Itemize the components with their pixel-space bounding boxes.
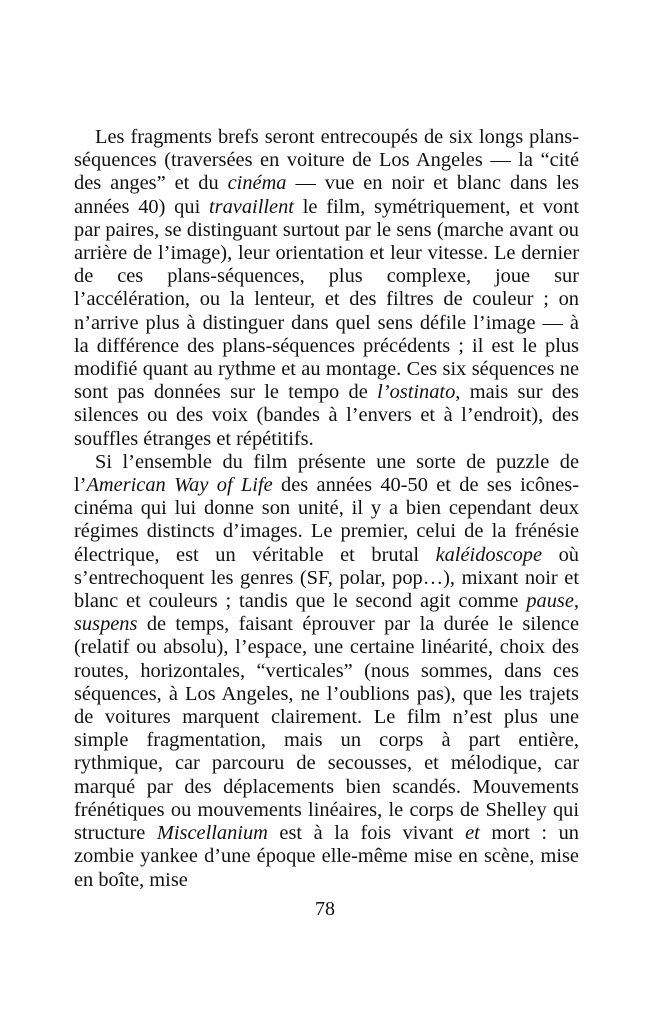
italic-text-run: kaléidoscope [435, 543, 543, 566]
italic-text-run: et [465, 822, 480, 845]
text-run: , [573, 590, 579, 613]
text-run: est à la fois vivant [267, 822, 466, 845]
text-run: Si l’ensemble du film présente une sorte de puzzle de l’ [74, 450, 579, 497]
italic-text-run: Miscellanium [156, 822, 268, 845]
italic-text-run: l’ostinato [377, 381, 456, 404]
italic-text-run: pause [526, 590, 574, 613]
text-run: des années 40-50 et de ses icônes-cinéma qui lui donne son unité, il y a bien cependant deux régimes distincts d’images. Le premier, celui de la frénésie électrique, est un véritable et brutal [74, 474, 579, 566]
text-run: de temps, faisant éprouver par la durée le silence (relatif ou absolu), l’espace, une certaine linéarité, choix des routes, horizontales, “verticales” (nous sommes, dans ces séquences, à Los Angeles, ne l’oublions pas), que les trajets de voitures marquent clairement. Le film n’est plus une simple fragmentation, mais un corps à part entière, rythmique, car parcouru de secousses, et mélodique, car marqué par des déplacements bien scandés. Mouvements frénétiques ou mouvements linéaires, le corps de Shelley qui structure [74, 613, 579, 845]
italic-text-run: American Way of Life [86, 474, 273, 497]
paragraph-1 [74, 126, 579, 451]
text-run: Les fragments brefs seront entrecoupés de six longs plans-séquences (traversées en voiture de Los Angeles — la “cité des anges” et du [74, 126, 579, 195]
text-run: le film, symétriquement, et vont par paires, se distinguant surtout par le sens (marche avant ou arrière de l’image), leur orientation et leur vitesse. Le dernier de ces plans-séquences, plus complexe, joue sur l’accélération, ou la lenteur, et des filtres de couleur ; on n’arrive plus à distinguer dans quel sens défile l’image — à la différence des plans-séquences précédents ; il est le plus modifié quant au rythme et au montage. Ces six séquences ne sont pas données sur le tempo de [74, 195, 579, 404]
text-run: mort : un zombie yankee d’une époque elle-même mise en scène, mise en boîte, mise [74, 822, 579, 891]
text-run: — vue en noir et blanc dans les années 40) qui [74, 172, 579, 218]
italic-text-run: suspens [74, 613, 138, 636]
page-body [74, 126, 579, 892]
text-run: , mais sur des silences ou des voix (bandes à l’envers et à l’endroit), des souffles étranges et répétitifs. [74, 381, 579, 450]
page-number: 78 [315, 898, 335, 920]
paragraph-2 [74, 451, 579, 892]
italic-text-run: travaillent [209, 195, 294, 218]
italic-text-run: cinéma [227, 172, 287, 195]
text-run: où s’entrechoquent les genres (SF, polar, pop…), mixant noir et blanc et couleurs ; tandis que le second agit comme [74, 543, 579, 613]
